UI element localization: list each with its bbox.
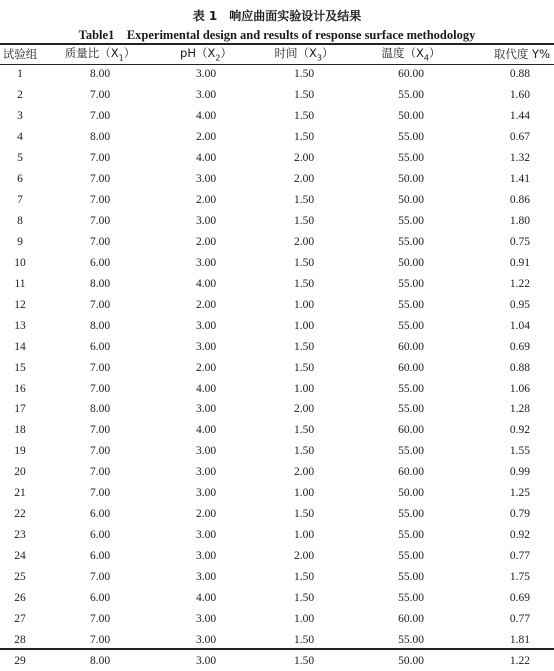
cell-mass-ratio: 8.00 (89, 654, 111, 667)
table-row (0, 252, 554, 273)
cell-time: 2.00 (293, 550, 315, 563)
table-row (0, 357, 554, 378)
cell-temperature: 55.00 (398, 633, 424, 646)
cell-ph: 4.00 (195, 277, 217, 290)
table-row (0, 106, 554, 127)
table-row (0, 525, 554, 546)
cell-time: 1.50 (293, 340, 315, 353)
header-run: 试验组 (2, 47, 38, 61)
cell-substitution-degree: 0.69 (509, 591, 530, 604)
cell-time: 1.50 (293, 131, 315, 144)
cell-ph: 2.00 (195, 131, 217, 144)
cell-ph: 3.00 (195, 68, 217, 81)
header-mass-ratio-text: 质量比（X (64, 46, 119, 61)
cell-temperature: 50.00 (398, 173, 424, 186)
cell-run: 15 (14, 361, 26, 374)
cell-mass-ratio: 7.00 (89, 89, 111, 102)
cell-time: 2.00 (293, 152, 315, 165)
cell-temperature: 50.00 (398, 194, 424, 207)
cell-run: 9 (17, 235, 23, 248)
header-ph-sub: 2 (215, 53, 221, 63)
table-row (0, 608, 554, 629)
cell-mass-ratio: 6.00 (89, 256, 111, 269)
cell-ph: 3.00 (195, 529, 217, 542)
cell-mass-ratio: 7.00 (89, 215, 111, 228)
cell-temperature: 55.00 (398, 152, 424, 165)
cell-ph: 2.00 (195, 508, 217, 521)
cell-time: 2.00 (293, 235, 315, 248)
cell-time: 1.00 (293, 382, 315, 395)
cell-mass-ratio: 6.00 (89, 508, 111, 521)
cell-substitution-degree: 1.75 (509, 570, 530, 583)
cell-temperature: 50.00 (398, 256, 424, 269)
cell-time: 1.50 (293, 361, 315, 374)
cell-run: 24 (14, 550, 26, 563)
table-row (0, 504, 554, 525)
cell-substitution-degree: 0.77 (509, 612, 530, 625)
header-mass-ratio-close: ） (123, 46, 136, 61)
cell-time: 1.50 (293, 424, 315, 437)
cell-time: 1.00 (293, 298, 315, 311)
table-row (0, 211, 554, 232)
header-temperature-close: ） (428, 46, 441, 61)
cell-ph: 4.00 (195, 152, 217, 165)
table-row (0, 85, 554, 106)
cell-temperature: 55.00 (398, 131, 424, 144)
cell-mass-ratio: 6.00 (89, 591, 111, 604)
cell-time: 1.50 (293, 277, 315, 290)
cell-temperature: 55.00 (398, 550, 424, 563)
cell-substitution-degree: 1.06 (509, 382, 530, 395)
cell-ph: 4.00 (195, 591, 217, 604)
cell-ph: 2.00 (195, 298, 217, 311)
cell-ph: 3.00 (195, 173, 217, 186)
cell-mass-ratio: 7.00 (89, 445, 111, 458)
cell-run: 14 (14, 340, 26, 353)
cell-temperature: 55.00 (398, 591, 424, 604)
cell-mass-ratio: 7.00 (89, 633, 111, 646)
cell-substitution-degree: 1.81 (509, 633, 530, 646)
cell-ph: 3.00 (195, 403, 217, 416)
cell-mass-ratio: 8.00 (89, 319, 111, 332)
cell-run: 29 (14, 654, 26, 667)
cell-mass-ratio: 7.00 (89, 361, 111, 374)
header-temperature-sub: 4 (423, 53, 429, 63)
cell-run: 5 (17, 152, 23, 165)
cell-substitution-degree: 1.44 (509, 110, 530, 123)
cell-time: 2.00 (293, 403, 315, 416)
cell-substitution-degree: 0.92 (509, 424, 530, 437)
table-row (0, 378, 554, 399)
cell-mass-ratio: 7.00 (89, 152, 111, 165)
header-temperature-text: 温度（X (381, 46, 424, 61)
cell-mass-ratio: 7.00 (89, 298, 111, 311)
cell-ph: 2.00 (195, 194, 217, 207)
table-header-row (0, 44, 554, 64)
cell-run: 20 (14, 466, 26, 479)
header-ph-text: pH（X (180, 46, 216, 61)
header-mass-ratio-sub: 1 (118, 53, 124, 63)
cell-ph: 3.00 (195, 570, 217, 583)
results-table (0, 44, 554, 671)
cell-mass-ratio: 7.00 (89, 382, 111, 395)
header-ph (160, 44, 252, 64)
cell-temperature: 50.00 (398, 110, 424, 123)
cell-substitution-degree: 1.04 (509, 319, 530, 332)
table-row (0, 127, 554, 148)
cell-run: 2 (17, 89, 23, 102)
cell-time: 1.50 (293, 445, 315, 458)
cell-ph: 4.00 (195, 110, 217, 123)
cell-temperature: 50.00 (398, 487, 424, 500)
cell-mass-ratio: 8.00 (89, 68, 111, 81)
cell-temperature: 55.00 (398, 319, 424, 332)
table-title-chinese: 表 1 响应曲面实验设计及结果 (192, 9, 362, 23)
cell-temperature: 60.00 (398, 466, 424, 479)
cell-substitution-degree: 1.41 (509, 173, 530, 186)
cell-time: 1.50 (293, 89, 315, 102)
cell-temperature: 55.00 (398, 570, 424, 583)
cell-run: 17 (14, 403, 26, 416)
cell-temperature: 55.00 (398, 382, 424, 395)
header-time-sub: 3 (316, 53, 322, 63)
cell-substitution-degree: 1.22 (509, 654, 530, 667)
header-ph-close: ） (220, 46, 232, 61)
cell-substitution-degree: 0.91 (509, 256, 530, 269)
cell-ph: 3.00 (195, 550, 217, 563)
table-row (0, 315, 554, 336)
cell-ph: 4.00 (195, 424, 217, 437)
cell-ph: 4.00 (195, 382, 217, 395)
cell-mass-ratio: 7.00 (89, 110, 111, 123)
cell-time: 1.50 (293, 194, 315, 207)
table-body (0, 64, 554, 671)
cell-temperature: 55.00 (398, 277, 424, 290)
cell-mass-ratio: 6.00 (89, 550, 111, 563)
cell-mass-ratio: 7.00 (89, 570, 111, 583)
table-row (0, 190, 554, 211)
cell-temperature: 55.00 (398, 403, 424, 416)
cell-run: 22 (14, 508, 26, 521)
cell-substitution-degree: 0.99 (509, 466, 530, 479)
cell-run: 26 (14, 591, 26, 604)
cell-time: 1.50 (293, 68, 315, 81)
cell-run: 4 (17, 131, 23, 144)
cell-mass-ratio: 7.00 (89, 487, 111, 500)
cell-time: 2.00 (293, 466, 315, 479)
table-row (0, 546, 554, 567)
cell-substitution-degree: 1.22 (509, 277, 530, 290)
header-temperature (356, 44, 466, 64)
table-row (0, 567, 554, 588)
cell-run: 7 (17, 194, 23, 207)
cell-substitution-degree: 1.32 (509, 152, 530, 165)
header-time-close: ） (321, 46, 334, 61)
cell-temperature: 60.00 (398, 612, 424, 625)
table-row (0, 169, 554, 190)
cell-run: 25 (14, 570, 26, 583)
cell-time: 1.00 (293, 612, 315, 625)
cell-substitution-degree: 0.79 (509, 508, 530, 521)
header-mass-ratio (40, 44, 160, 64)
cell-substitution-degree: 1.55 (509, 445, 530, 458)
cell-run: 18 (14, 424, 26, 437)
cell-ph: 3.00 (195, 445, 217, 458)
cell-mass-ratio: 7.00 (89, 235, 111, 248)
cell-temperature: 55.00 (398, 445, 424, 458)
table-title-english: Table1 Experimental design and results of response surface methodology (78, 28, 476, 42)
cell-substitution-degree: 0.86 (509, 194, 530, 207)
cell-time: 1.50 (293, 215, 315, 228)
cell-run: 21 (14, 487, 26, 500)
cell-substitution-degree: 0.92 (509, 529, 530, 542)
cell-ph: 2.00 (195, 235, 217, 248)
cell-ph: 3.00 (195, 487, 217, 500)
table-row (0, 399, 554, 420)
header-time (252, 44, 356, 64)
cell-run: 28 (14, 633, 26, 646)
cell-temperature: 55.00 (398, 529, 424, 542)
cell-substitution-degree: 1.25 (509, 487, 530, 500)
table-row (0, 587, 554, 608)
cell-run: 12 (14, 298, 26, 311)
cell-time: 1.50 (293, 508, 315, 521)
cell-time: 1.50 (293, 591, 315, 604)
cell-temperature: 55.00 (398, 508, 424, 521)
header-time-text: 时间（X (274, 46, 317, 61)
cell-ph: 3.00 (195, 466, 217, 479)
cell-mass-ratio: 7.00 (89, 173, 111, 186)
cell-substitution-degree: 0.95 (509, 298, 530, 311)
cell-ph: 3.00 (195, 633, 217, 646)
cell-ph: 3.00 (195, 256, 217, 269)
cell-mass-ratio: 8.00 (89, 403, 111, 416)
cell-run: 11 (14, 277, 26, 290)
table-row (0, 441, 554, 462)
table-row (0, 483, 554, 504)
cell-time: 1.50 (293, 256, 315, 269)
cell-ph: 3.00 (195, 654, 217, 667)
cell-time: 1.50 (293, 654, 315, 667)
cell-time: 1.00 (293, 529, 315, 542)
table-row (0, 420, 554, 441)
cell-ph: 3.00 (195, 319, 217, 332)
cell-run: 23 (14, 529, 26, 542)
cell-time: 1.00 (293, 487, 315, 500)
cell-run: 16 (14, 382, 26, 395)
cell-temperature: 50.00 (398, 654, 424, 667)
table-row (0, 650, 554, 671)
cell-substitution-degree: 1.28 (509, 403, 530, 416)
table-row (0, 294, 554, 315)
cell-mass-ratio: 8.00 (89, 131, 111, 144)
cell-run: 27 (14, 612, 26, 625)
cell-temperature: 60.00 (398, 340, 424, 353)
table-row (0, 336, 554, 357)
cell-run: 8 (17, 215, 23, 228)
cell-ph: 3.00 (195, 215, 217, 228)
cell-ph: 3.00 (195, 89, 217, 102)
cell-substitution-degree: 1.60 (509, 89, 530, 102)
cell-mass-ratio: 7.00 (89, 194, 111, 207)
cell-substitution-degree: 0.67 (509, 131, 530, 144)
cell-run: 13 (14, 319, 26, 332)
cell-substitution-degree: 0.69 (509, 340, 530, 353)
cell-mass-ratio: 7.00 (89, 612, 111, 625)
cell-temperature: 60.00 (398, 424, 424, 437)
cell-run: 1 (17, 68, 23, 81)
table-row (0, 462, 554, 483)
cell-temperature: 55.00 (398, 235, 424, 248)
cell-substitution-degree: 0.77 (509, 550, 530, 563)
cell-substitution-degree: 0.88 (509, 361, 530, 374)
table-row (0, 273, 554, 294)
cell-time: 1.50 (293, 110, 315, 123)
cell-mass-ratio: 8.00 (89, 277, 111, 290)
cell-run: 3 (17, 110, 23, 123)
cell-temperature: 55.00 (398, 215, 424, 228)
cell-run: 6 (17, 173, 23, 186)
table-row (0, 148, 554, 169)
cell-mass-ratio: 6.00 (89, 529, 111, 542)
cell-temperature: 60.00 (398, 68, 424, 81)
cell-mass-ratio: 7.00 (89, 424, 111, 437)
cell-run: 19 (14, 445, 26, 458)
cell-temperature: 60.00 (398, 361, 424, 374)
cell-time: 1.50 (293, 570, 315, 583)
cell-temperature: 55.00 (398, 298, 424, 311)
header-substitution-degree: 取代度 Y% (493, 47, 550, 61)
table-row (0, 232, 554, 253)
table-row (0, 629, 554, 650)
cell-substitution-degree: 1.80 (509, 215, 530, 228)
cell-mass-ratio: 7.00 (89, 466, 111, 479)
cell-time: 2.00 (293, 173, 315, 186)
cell-run: 10 (14, 256, 26, 269)
table-row (0, 64, 554, 85)
cell-substitution-degree: 0.75 (509, 235, 530, 248)
cell-ph: 2.00 (195, 361, 217, 374)
cell-ph: 3.00 (195, 612, 217, 625)
cell-time: 1.00 (293, 319, 315, 332)
cell-temperature: 55.00 (398, 89, 424, 102)
cell-mass-ratio: 6.00 (89, 340, 111, 353)
cell-substitution-degree: 0.88 (509, 68, 530, 81)
cell-ph: 3.00 (195, 340, 217, 353)
cell-time: 1.50 (293, 633, 315, 646)
